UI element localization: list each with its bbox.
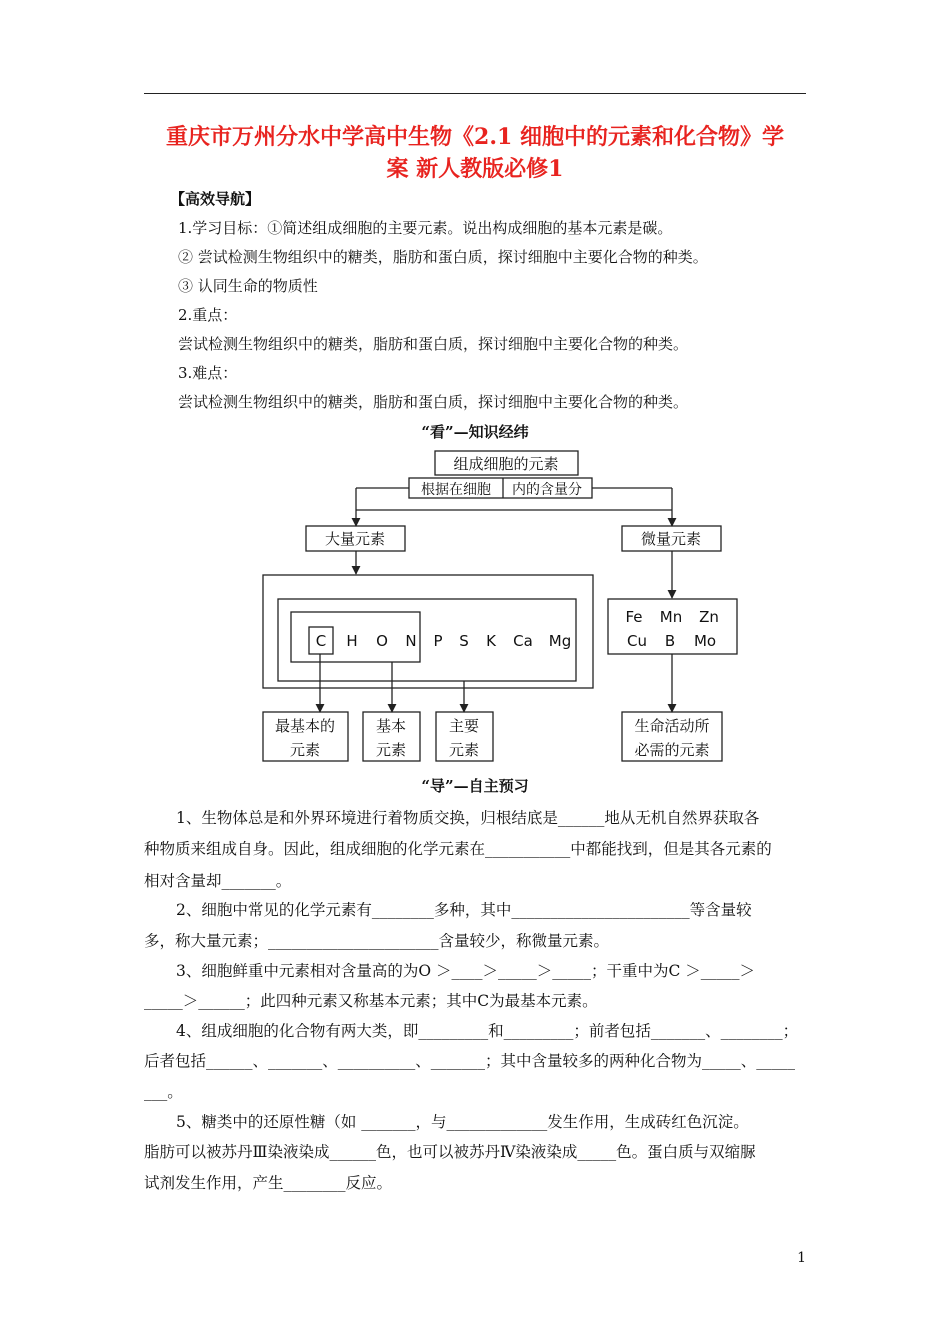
life-label-1: 生命活动所 [634, 717, 710, 735]
paragraph-line: 3、细胞鲜重中元素相对含量高的为O ＞____＞_____＞_____；干重中为C ＞_____＞ [176, 962, 756, 980]
most-basic-label-1: 最基本的 [274, 717, 336, 735]
page-number: 1 [797, 1250, 806, 1266]
most-basic-label-2: 元素 [289, 741, 321, 759]
guide-heading: “导”—自主预习 [421, 777, 529, 795]
document-title-line1: 重庆市万州分水中学高中生物《2.1 细胞中的元素和化合物》学 [166, 124, 784, 150]
macro-label: 大量元素 [324, 530, 386, 548]
trace-mo: Mo [693, 632, 717, 650]
element-ca: Ca [513, 632, 533, 650]
look-heading: “看”—知识经纬 [421, 423, 529, 441]
trace-b: B [664, 632, 676, 650]
basic-label-1: 基本 [375, 717, 407, 735]
paragraph-line: 1、生物体总是和外界环境进行着物质交换，归根结底是______地从无机自然界获取各 [176, 809, 760, 827]
paragraph-line: 5、糖类中的还原性糖（如 _______，与_____________发生作用，生成砖红色沉淀。 [176, 1113, 749, 1131]
paragraph-line: _____＞______；此四种元素又称基本元素；其中C为最基本元素。 [144, 992, 598, 1010]
trace-mn: Mn [659, 608, 683, 626]
life-label-2: 必需的元素 [634, 741, 710, 759]
paragraph-line: 脂肪可以被苏丹Ⅲ染液染成______色，也可以被苏丹Ⅳ染液染成_____色。蛋白质与双缩脲 [144, 1143, 756, 1161]
basis-left-label: 根据在细胞 [421, 482, 491, 498]
element-o: O [376, 632, 388, 650]
paragraph-line: ___。 [144, 1083, 183, 1101]
paragraph-line: 后者包括______、_______、__________、_______；其中含量较多的两种化合物为_____、_____ [144, 1052, 796, 1070]
macro-elements-outer-box [263, 575, 593, 688]
trace-zn: Zn [699, 608, 719, 626]
goal-line: 2.重点： [178, 306, 238, 324]
main-label-1: 主要 [448, 717, 480, 735]
paragraph-line: 2、细胞中常见的化学元素有________多种，其中_______________________等含量较 [176, 901, 752, 919]
element-h: H [346, 632, 358, 650]
paragraph-line: 试剂发生作用，产生________反应。 [144, 1174, 393, 1192]
basic-label-2: 元素 [375, 741, 407, 759]
paragraph-line: 种物质来组成自身。因此，组成细胞的化学元素在___________中都能找到，但是其各元素的 [144, 840, 772, 858]
goal-line: ② 尝试检测生物组织中的糖类，脂肪和蛋白质，探讨细胞中主要化合物的种类。 [178, 248, 708, 266]
trace-fe: Fe [625, 608, 643, 626]
section-heading: 【高效导航】 [170, 190, 261, 208]
paragraph-line: 多，称大量元素；______________________含量较少，称微量元素。 [144, 932, 610, 950]
document-title-line2: 案 新人教版必修1 [386, 156, 564, 182]
paragraph-line: 相对含量却_______。 [144, 872, 292, 890]
micro-label: 微量元素 [640, 530, 702, 548]
element-n: N [405, 632, 417, 650]
main-label-2: 元素 [448, 741, 480, 759]
element-k: K [486, 632, 496, 650]
element-c: C [315, 632, 327, 650]
trace-cu: Cu [627, 632, 647, 650]
goal-line: 尝试检测生物组织中的糖类，脂肪和蛋白质，探讨细胞中主要化合物的种类。 [178, 335, 689, 353]
goal-line: 1.学习目标：①简述组成细胞的主要元素。说出构成细胞的基本元素是碳。 [178, 219, 673, 237]
element-mg: Mg [548, 632, 572, 650]
element-s: S [459, 632, 469, 650]
basis-right-label: 内的含量分 [512, 482, 582, 498]
goal-line: 3.难点： [178, 364, 238, 382]
goal-line: 尝试检测生物组织中的糖类，脂肪和蛋白质，探讨细胞中主要化合物的种类。 [178, 393, 689, 411]
paragraph-line: 4、组成细胞的化合物有两大类，即_________和_________；前者包括_______、________； [176, 1022, 799, 1040]
root-label: 组成细胞的元素 [453, 455, 559, 473]
goal-line: ③ 认同生命的物质性 [178, 277, 318, 295]
element-p: P [433, 632, 443, 650]
